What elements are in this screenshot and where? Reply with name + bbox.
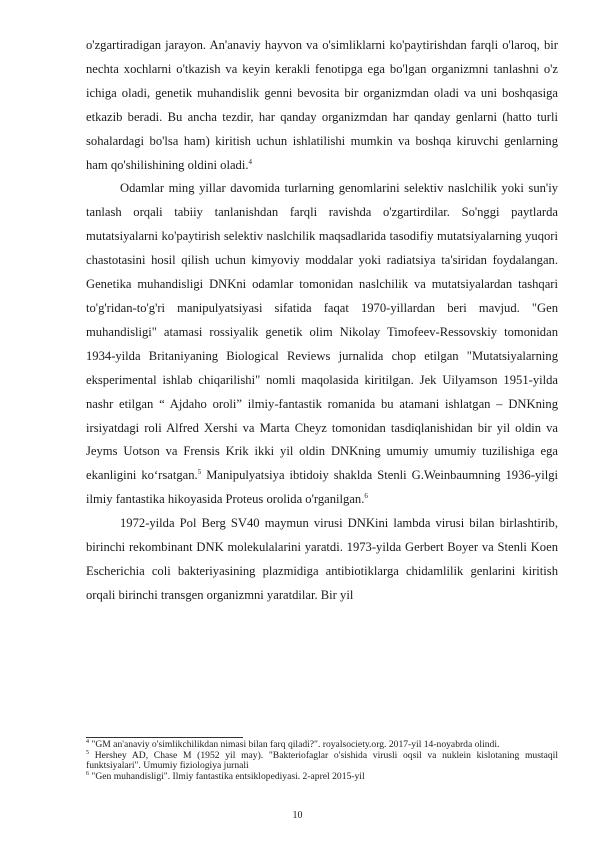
- footnote-text: "Gen muhandisligi". Ilmiy fantastika entsiklopediyasi. 2-aprel 2015-yil: [91, 771, 365, 783]
- footnote-4: [86, 740, 558, 750]
- footnote-number: 4: [86, 738, 89, 745]
- footnote-ref-6[interactable]: 6: [364, 492, 368, 501]
- paragraph-1-text: o'zgartiradigan jarayon. An'anaviy hayvon va o'simliklarni ko'paytirishdan farqli o'laroq, bir nechta xochlarni o'tkazish va keyin kerakli fenotipga ega bo'lgan organizmni tanlashni o'z ichiga oladi, genetik muhandislik genni bevosita bir organizmdan oladi va uni boshqasiga etkazib beradi. Bu ancha tezdir, har qanday organizmdan har qanday genlarni (hatto turli sohalardagi bo'lsa ham) kiritish uchun ishlatilishi mumkin va boshqa kiruvchi genlarning ham qo'shilishining oldini oladi.: [86, 38, 558, 172]
- page-number: 10: [292, 810, 303, 821]
- paragraph-3: [86, 512, 558, 608]
- footnote-ref-4[interactable]: 4: [248, 157, 252, 166]
- paragraph-2-text-a: Odamlar ming yillar davomida turlarning genomlarini selektiv naslchilik yoki sun'iy tanlash orqali tabiiy tanlanishdan farqli ravishda o'zgartirdilar. So'nggi paytlarda mutatsiyalarni ko'paytirish selektiv naslchilik maqsadlarida tasodifiy mutatsiyalarning yuqori chastotasini hosil qilish uchun kimyoviy moddalar yoki radiatsiya ta'siridan foydalangan. Genetika muhandisligi DNKni odamlar tomonidan naslchilik va mutatsiyalardan tashqari to'g'ridan-to'g'ri manipulyatsiyasi sifatida faqat 1970-yillardan beri mavjud. "Gen muhandisligi" atamasi rossiyalik genetik olim Nikolay Timofeev-Ressovskiy tomonidan 1934-yilda Britaniyaning Biological Reviews jurnalida chop etilgan "Mutatsiyalarning eksperimental ishlab chiqarilishi" nomli maqolasida kiritilgan. Jek Uilyamson 1951-yilda nashr etilgan “ Ajdaho oroli” ilmiy-fantastik romanida bu atamani ishlatgan – DNKning irsiyatdagi roli Alfred Xershi va Marta Cheyz tomonidan tasdiqlanishidan bir yil oldin va Jeyms Uotson va Frensis Krik ikki yil oldin DNKning umumiy umumiy tuzilishiga ega ekanligini ko‘rsatgan.: [86, 181, 558, 483]
- paragraph-3-text: 1972-yilda Pol Berg SV40 maymun virusi DNKini lambda virusi bilan birlashtirib, birinchi rekombinant DNK molekulalarini yaratdi. 1973-yilda Gerbert Boyer va Stenli Koen Escherichia coli bakteriyasining plazmidiga antibiotiklarga chidamlilik genlarini kiritish orqali birinchi transgen organizmni yaratdilar. Bir yil: [86, 516, 558, 602]
- footnotes: [86, 740, 558, 783]
- footnote-number: 6: [86, 771, 89, 778]
- footnote-6: [86, 772, 558, 782]
- footnote-5: [86, 751, 558, 772]
- footnote-separator: [86, 737, 243, 738]
- paragraph-2: [86, 177, 558, 512]
- footnote-text: "GM an'anaviy o'simlikchilikdan nimasi bilan farq qiladi?". royalsociety.org. 2017-yil 14-noyabrda olindi.: [91, 739, 500, 750]
- footnote-text: Hershey AD, Chase M (1952 yil may). "Bakteriofaglar o'sishida virusli oqsil va nuklein kislotaning mustaqil funktsiyalari". Umumiy fiziologiya jurnali: [86, 749, 558, 772]
- footnote-number: 5: [86, 749, 89, 756]
- document-body: [86, 34, 558, 608]
- footnote-ref-5[interactable]: 5: [197, 468, 202, 477]
- paragraph-1: [86, 34, 558, 177]
- paragraph-2-text-b: Manipulyatsiya ibtidoiy shaklda Stenli G.Weinbaumning 1936-yilgi ilmiy fantastika hikoyasida Proteus orolida o'rganilgan.: [86, 468, 558, 507]
